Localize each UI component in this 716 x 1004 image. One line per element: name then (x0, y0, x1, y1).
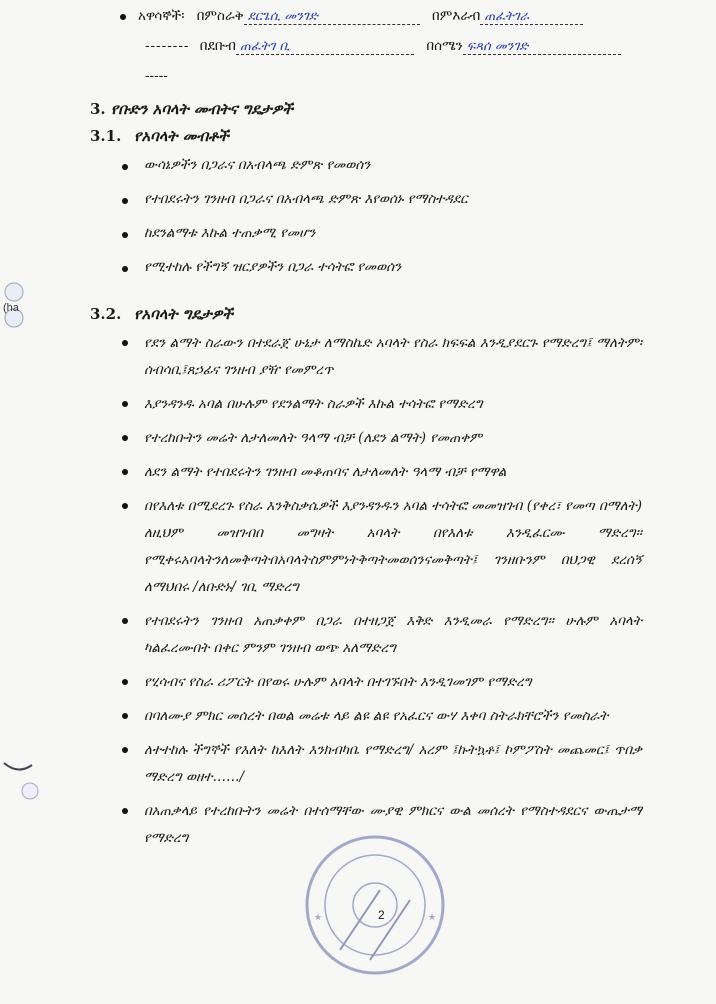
east-label: በምስራቅ (196, 8, 244, 24)
svg-text:★: ★ (428, 913, 437, 923)
subsection-heading-rights (90, 127, 229, 145)
south-value: ጠፈትገ ቢ (236, 39, 414, 55)
list-item: ለተተከሉ ችግኞች የእለት ከእለት እንክብካቤ የማድረግ/ አረም ፤ኩትኳቶ፤ ኮምፖስት መጨመር፤ ጥበቃ ማድረግ ወዘተ……/ (122, 737, 642, 791)
section-title: የቡድን አባላት መብትና ግዴታዎች (110, 100, 293, 118)
list-item: በየእለቱ በሚደረጉ የስራ እንቅስቃሴዎች እያንዳንዱን አባል ተሳትፎ መመዝገብ (የቀረ፣ የመጣ በማለት) ለዚህም መዝገብበ መግዛት አባላት በየእለቱ እንዲፈርሙ ማድረግ፡፡ የሚቀሩአባላትንለመቅጣትበአባላትስምምነትቅጣትመወሰንናመቅጣት፤ ገንዘቡንም በህጋዊ ደረሰኝ ለማህበሩ /ለቡድኑ/ ገቢ ማድረግ (122, 493, 642, 601)
list-item: የደን ልማት ስራውን በተደራጀ ሁኔታ ለማስኬድ አባላት የስራ ክፍፍል እንዲያደርጉ የማድረግ፤ ማለትም፡ ሰብሳቢ፤ጸኃፊና ገንዘብ ያዥ የመምረጥ (122, 330, 642, 384)
subsection-number: 3.2. (90, 305, 122, 323)
subsection-heading-obligations (90, 305, 233, 323)
list-item: ከደንልማቱ እኩል ተጠቃሚ የመሆን (122, 222, 642, 244)
list-item: የተበደሩትን ገንዘብ በጋራና በአብላጫ ድምጽ እየወሰኑ የማስተዳደር (122, 188, 642, 210)
subsection-title: የአባላት ግዴታዎች (134, 305, 233, 323)
list-item: ውሳኔዎችን በጋራና በአብላጫ ድምጽ የመወሰን (122, 154, 642, 176)
binder-hole-icon (0, 755, 40, 805)
margin-note-text: (ha (3, 302, 19, 314)
list-item: የተረከቡትን መሬት ለታለመለት ዓላማ ብቻ (ለደን ልማት) የመጠቀም (122, 425, 642, 452)
subsection-number: 3.1. (90, 127, 122, 145)
north-value: ፍጻሰ መንገድ (463, 39, 621, 55)
subsection-title: የአባላት መብቶች (134, 127, 229, 145)
section-heading (90, 100, 293, 118)
list-item: እያንዳንዱ አባል በሁሉም የደንልማት ስራዎች እኩል ተሳትፎ የማድረግ (122, 391, 642, 418)
west-value: ጠፈትገራ (480, 9, 583, 25)
list-item: ለደን ልማት የተበደሩትን ገንዘብ መቆጠባና ለታለመለት ዓላማ ብቻ የማዋል (122, 459, 642, 486)
boundaries-line-2 (145, 38, 621, 55)
west-label: በምእራብ (432, 8, 481, 24)
list-item: በአጠቃላይ የተረከቡትን መሬት በተሰማቸው ሙያዊ ምክርና ውል መሰረት የማስተዳደርና ውጤታማ የማድረግ (122, 798, 642, 852)
section-number: 3. (90, 100, 106, 118)
north-label: በሰሜን (426, 38, 463, 54)
page-number: 2 (378, 908, 385, 922)
rights-list (122, 154, 642, 290)
svg-text:★: ★ (314, 913, 323, 923)
boundaries-label: አዋሳኞች፡ (138, 8, 185, 24)
list-item: የተበደሩትን ገንዘብ አጠቃቀም በጋራ በተዘጋጀ እቅድ እንዲመራ የማድረግ፡፡ ሁሉም አባላት ካልፈረሙበት በቀር ምንም ገንዘብ ወጭ አለማድረግ (122, 608, 642, 662)
trailing-dashes: ----- (145, 68, 168, 84)
east-value: ደርጌሲ መንገድ (244, 9, 420, 25)
boundaries-line-1 (120, 8, 583, 25)
official-seal-stamp (300, 830, 450, 980)
list-item: በባለሙያ ምክር መሰረት በወል መሬቱ ላይ ልዩ ልዩ የአፈርና ውሃ እቀባ ስትራክቸሮችን የመስራት (122, 703, 642, 730)
list-item: የሚተከሉ የችግኝ ዝርያዎችን በጋራ ተሳትፎ የመወሰን (122, 256, 642, 278)
dash-fill: -------- (145, 38, 190, 54)
list-item: የሂሳብና የስራ ሪፖርት በየወሩ ሁሉም አባላት በተገኙበት እንዲገመገም የማድረግ (122, 669, 642, 696)
south-label: በደቡብ (199, 38, 237, 54)
bullet (120, 14, 126, 20)
obligations-list (122, 330, 642, 859)
margin-note (0, 280, 30, 334)
